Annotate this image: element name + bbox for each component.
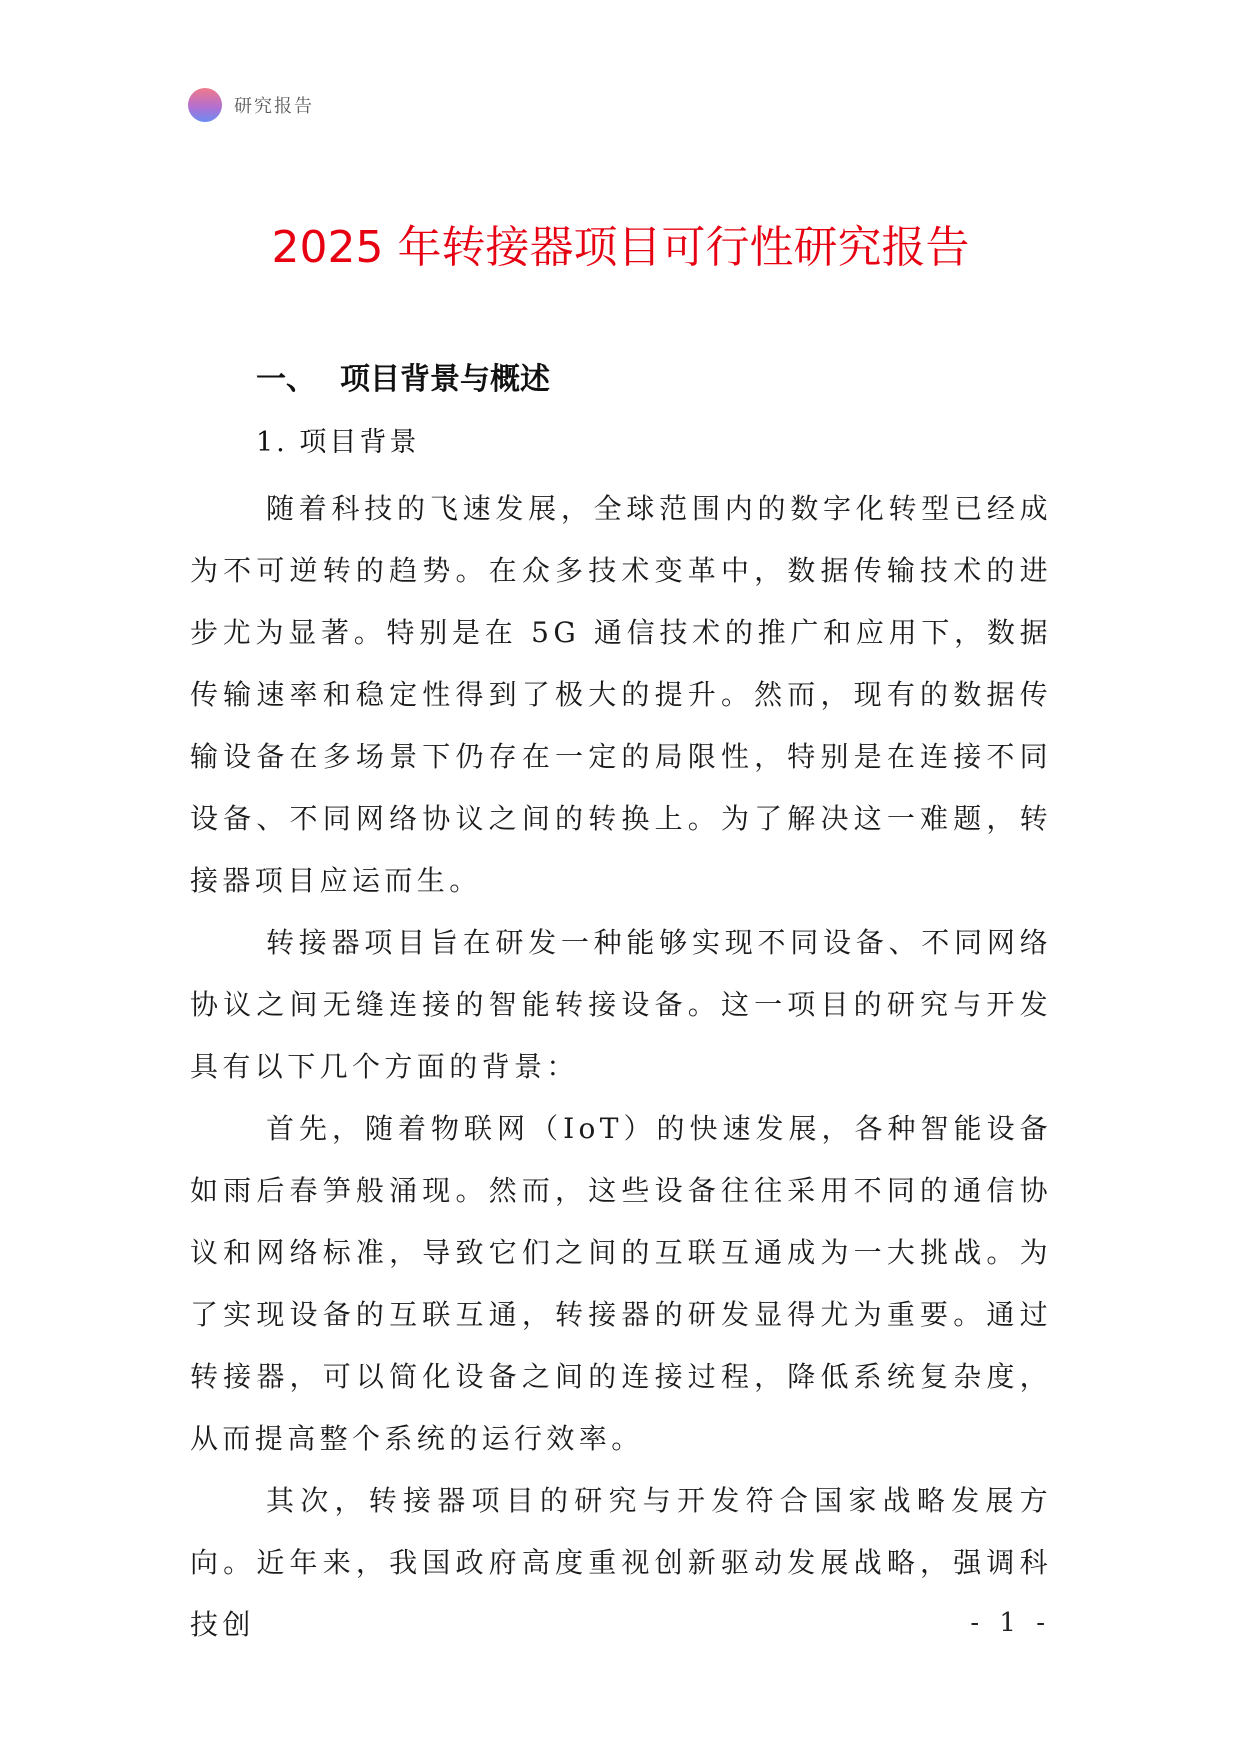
page-header xyxy=(188,88,314,122)
subsection-heading: 1. 项目背景 xyxy=(256,427,420,458)
section-heading xyxy=(256,358,550,402)
section-title: 项目背景与概述 xyxy=(340,362,550,397)
logo-circle-icon xyxy=(188,88,222,122)
header-label: 研究报告 xyxy=(234,96,314,117)
page-number: - 1 - xyxy=(970,1608,1051,1638)
section-number: 一、 xyxy=(256,362,316,397)
document-title: 2025 年转接器项目可行性研究报告 xyxy=(271,222,970,273)
paragraph-3: 首先，随着物联网（IoT）的快速发展，各种智能设备如雨后春笋般涌现。然而，这些设备往往采用不同的通信协议和网络标准，导致它们之间的互联互通成为一大挑战。为了实现设备的互联互通，转接器的研发显得尤为重要。通过转接器，可以简化设备之间的连接过程，降低系统复杂度，从而提高整个系统的运行效率。 xyxy=(190,1112,1052,1455)
body-text xyxy=(190,478,1052,1656)
paragraph-2: 转接器项目旨在研发一种能够实现不同设备、不同网络协议之间无缝连接的智能转接设备。这一项目的研究与开发具有以下几个方面的背景： xyxy=(190,926,1052,1083)
paragraph-1: 随着科技的飞速发展，全球范围内的数字化转型已经成为不可逆转的趋势。在众多技术变革中，数据传输技术的进步尤为显著。特别是在 5G 通信技术的推广和应用下，数据传输速率和稳定性得到了极大的提升。然而，现有的数据传输设备在多场景下仍存在一定的局限性，特别是在连接不同设备、不同网络协议之间的转换上。为了解决这一难题，转接器项目应运而生。 xyxy=(190,492,1052,897)
paragraph-4: 其次，转接器项目的研究与开发符合国家战略发展方向。近年来，我国政府高度重视创新驱动发展战略，强调科技创 xyxy=(190,1484,1052,1641)
